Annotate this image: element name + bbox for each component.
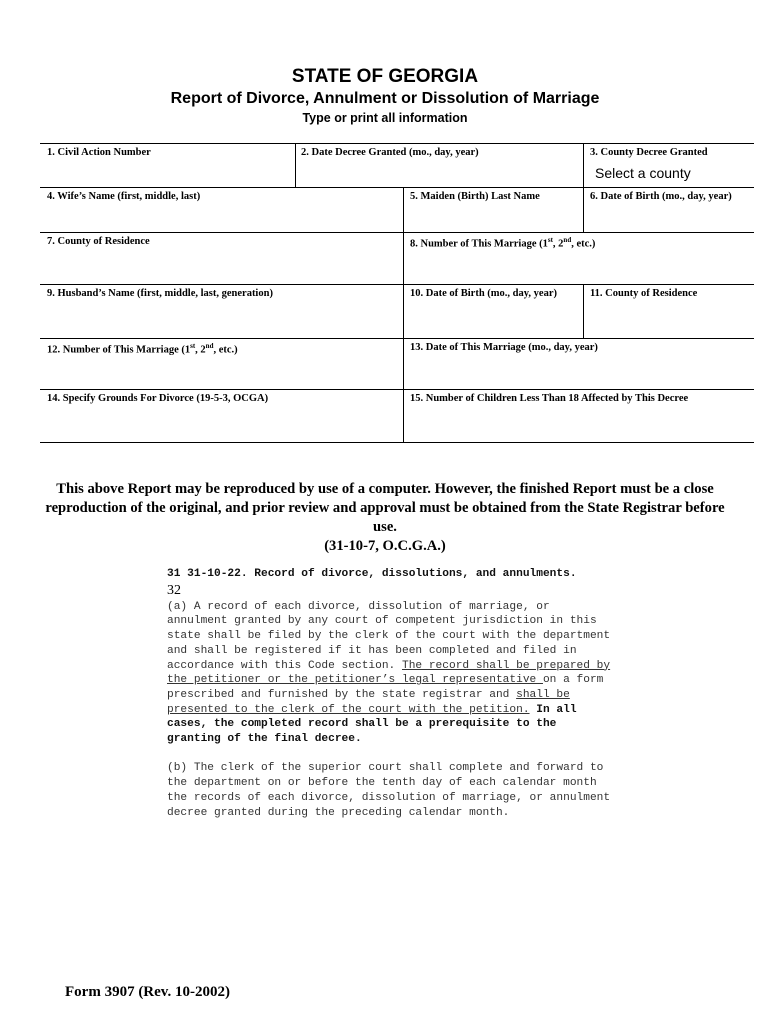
- f8-text: 8. Number of This Marriage (1: [410, 238, 548, 250]
- husband-name-label: 9. Husband’s Name (first, middle, last, generation): [47, 288, 273, 299]
- date-of-marriage-label: 13. Date of This Marriage (mo., day, year): [410, 342, 598, 353]
- f8-text: , 2: [552, 238, 564, 250]
- county-decree-select[interactable]: Select a county: [595, 165, 691, 181]
- notice-line: (31-10-7, O.C.G.A.): [324, 538, 446, 554]
- code-bold-text: In all: [529, 703, 577, 716]
- code-line: granting of the final decree.: [167, 733, 362, 746]
- row-divider: [40, 187, 754, 188]
- code-text: on a form: [542, 674, 604, 687]
- wife-county-of-residence-label: 7. County of Residence: [47, 236, 150, 247]
- notice-line: This above Report may be reproduced by use of a computer. However, the finished Report must be a close: [56, 481, 714, 497]
- f12-text: , 2: [195, 344, 206, 356]
- col-divider: [583, 143, 584, 232]
- reproduction-notice: [40, 480, 730, 556]
- husband-date-of-birth-label: 10. Date of Birth (mo., day, year): [410, 288, 557, 299]
- code-text: accordance with this Code section.: [167, 659, 402, 672]
- code-line: and shall be registered if it has been completed and filed in: [167, 644, 577, 657]
- wife-number-of-marriage-label: [410, 236, 595, 250]
- code-line: the records of each divorce, dissolution of marriage, or annulment: [167, 791, 611, 804]
- code-underlined-text: shall be: [516, 688, 570, 701]
- row-divider: [40, 232, 754, 233]
- row-divider: [40, 338, 754, 339]
- civil-action-number-label: 1. Civil Action Number: [47, 147, 151, 158]
- f12-text: 12. Number of This Marriage (1: [47, 344, 191, 356]
- code-spacer: [167, 747, 667, 762]
- f12-sup: nd: [205, 342, 214, 350]
- code-line: (a) A record of each divorce, dissolution of marriage, or: [167, 600, 550, 613]
- code-line: [167, 688, 667, 703]
- instruction-text: Type or print all information: [302, 111, 468, 125]
- state-title: STATE OF GEORGIA: [291, 66, 479, 87]
- col-divider: [295, 143, 296, 187]
- county-decree-granted-label: 3. County Decree Granted: [590, 147, 708, 158]
- maiden-name-label: 5. Maiden (Birth) Last Name: [410, 191, 540, 202]
- code-line: state shall be filed by the clerk of the court with the department: [167, 630, 611, 643]
- code-line: cases, the completed record shall be a prerequisite to the: [167, 718, 557, 731]
- code-section-text: [167, 567, 667, 820]
- code-line-number: 32: [167, 582, 181, 598]
- col-divider: [403, 187, 404, 442]
- row-divider: [40, 284, 754, 285]
- grounds-for-divorce-label: 14. Specify Grounds For Divorce (19-5-3, OCGA): [47, 393, 269, 404]
- code-heading: 31 31-10-22. Record of divorce, dissolutions, and annulments.: [167, 568, 577, 580]
- f8-sup: nd: [563, 236, 572, 244]
- code-underlined-text: presented to the clerk of the court with the petition.: [167, 703, 530, 716]
- notice-line: reproduction of the original, and prior review and approval must be obtained from the State Registrar before use.: [45, 500, 725, 535]
- wife-name-label: 4. Wife’s Name (first, middle, last): [47, 191, 201, 202]
- form-border-bottom: [40, 442, 754, 443]
- code-line: the department on or before the tenth day of each calendar month: [167, 777, 597, 790]
- f12-text: , etc.): [213, 344, 238, 356]
- code-underlined-text: the petitioner or the petitioner’s legal representative: [167, 674, 543, 687]
- code-line: (b) The clerk of the superior court shall complete and forward to: [167, 762, 604, 775]
- report-form: [40, 143, 754, 443]
- code-line: [167, 659, 667, 674]
- form-number: Form 3907 (Rev. 10-2002): [65, 984, 230, 1000]
- report-title: Report of Divorce, Annulment or Dissolution of Marriage: [170, 90, 600, 107]
- code-underlined-text: The record shall be prepared by: [401, 659, 611, 672]
- f8-sup: st: [547, 236, 553, 244]
- code-line: annulment granted by any court of competent jurisdiction in this: [167, 615, 597, 628]
- husband-number-of-marriage-label: [47, 342, 238, 356]
- children-affected-label: 15. Number of Children Less Than 18 Affected by This Decree: [410, 393, 689, 404]
- col-divider: [583, 284, 584, 338]
- form-border-top: [40, 143, 754, 144]
- code-line: decree granted during the preceding calendar month.: [167, 806, 510, 819]
- f8-text: , etc.): [571, 238, 596, 250]
- f12-sup: st: [190, 342, 196, 350]
- code-line: [167, 673, 667, 688]
- husband-county-of-residence-label: 11. County of Residence: [590, 288, 698, 299]
- code-text: prescribed and furnished by the state registrar and: [167, 688, 517, 701]
- date-decree-granted-label: 2. Date Decree Granted (mo., day, year): [301, 147, 479, 158]
- wife-date-of-birth-label: 6. Date of Birth (mo., day, year): [590, 191, 732, 202]
- row-divider: [40, 389, 754, 390]
- code-line: [167, 703, 667, 718]
